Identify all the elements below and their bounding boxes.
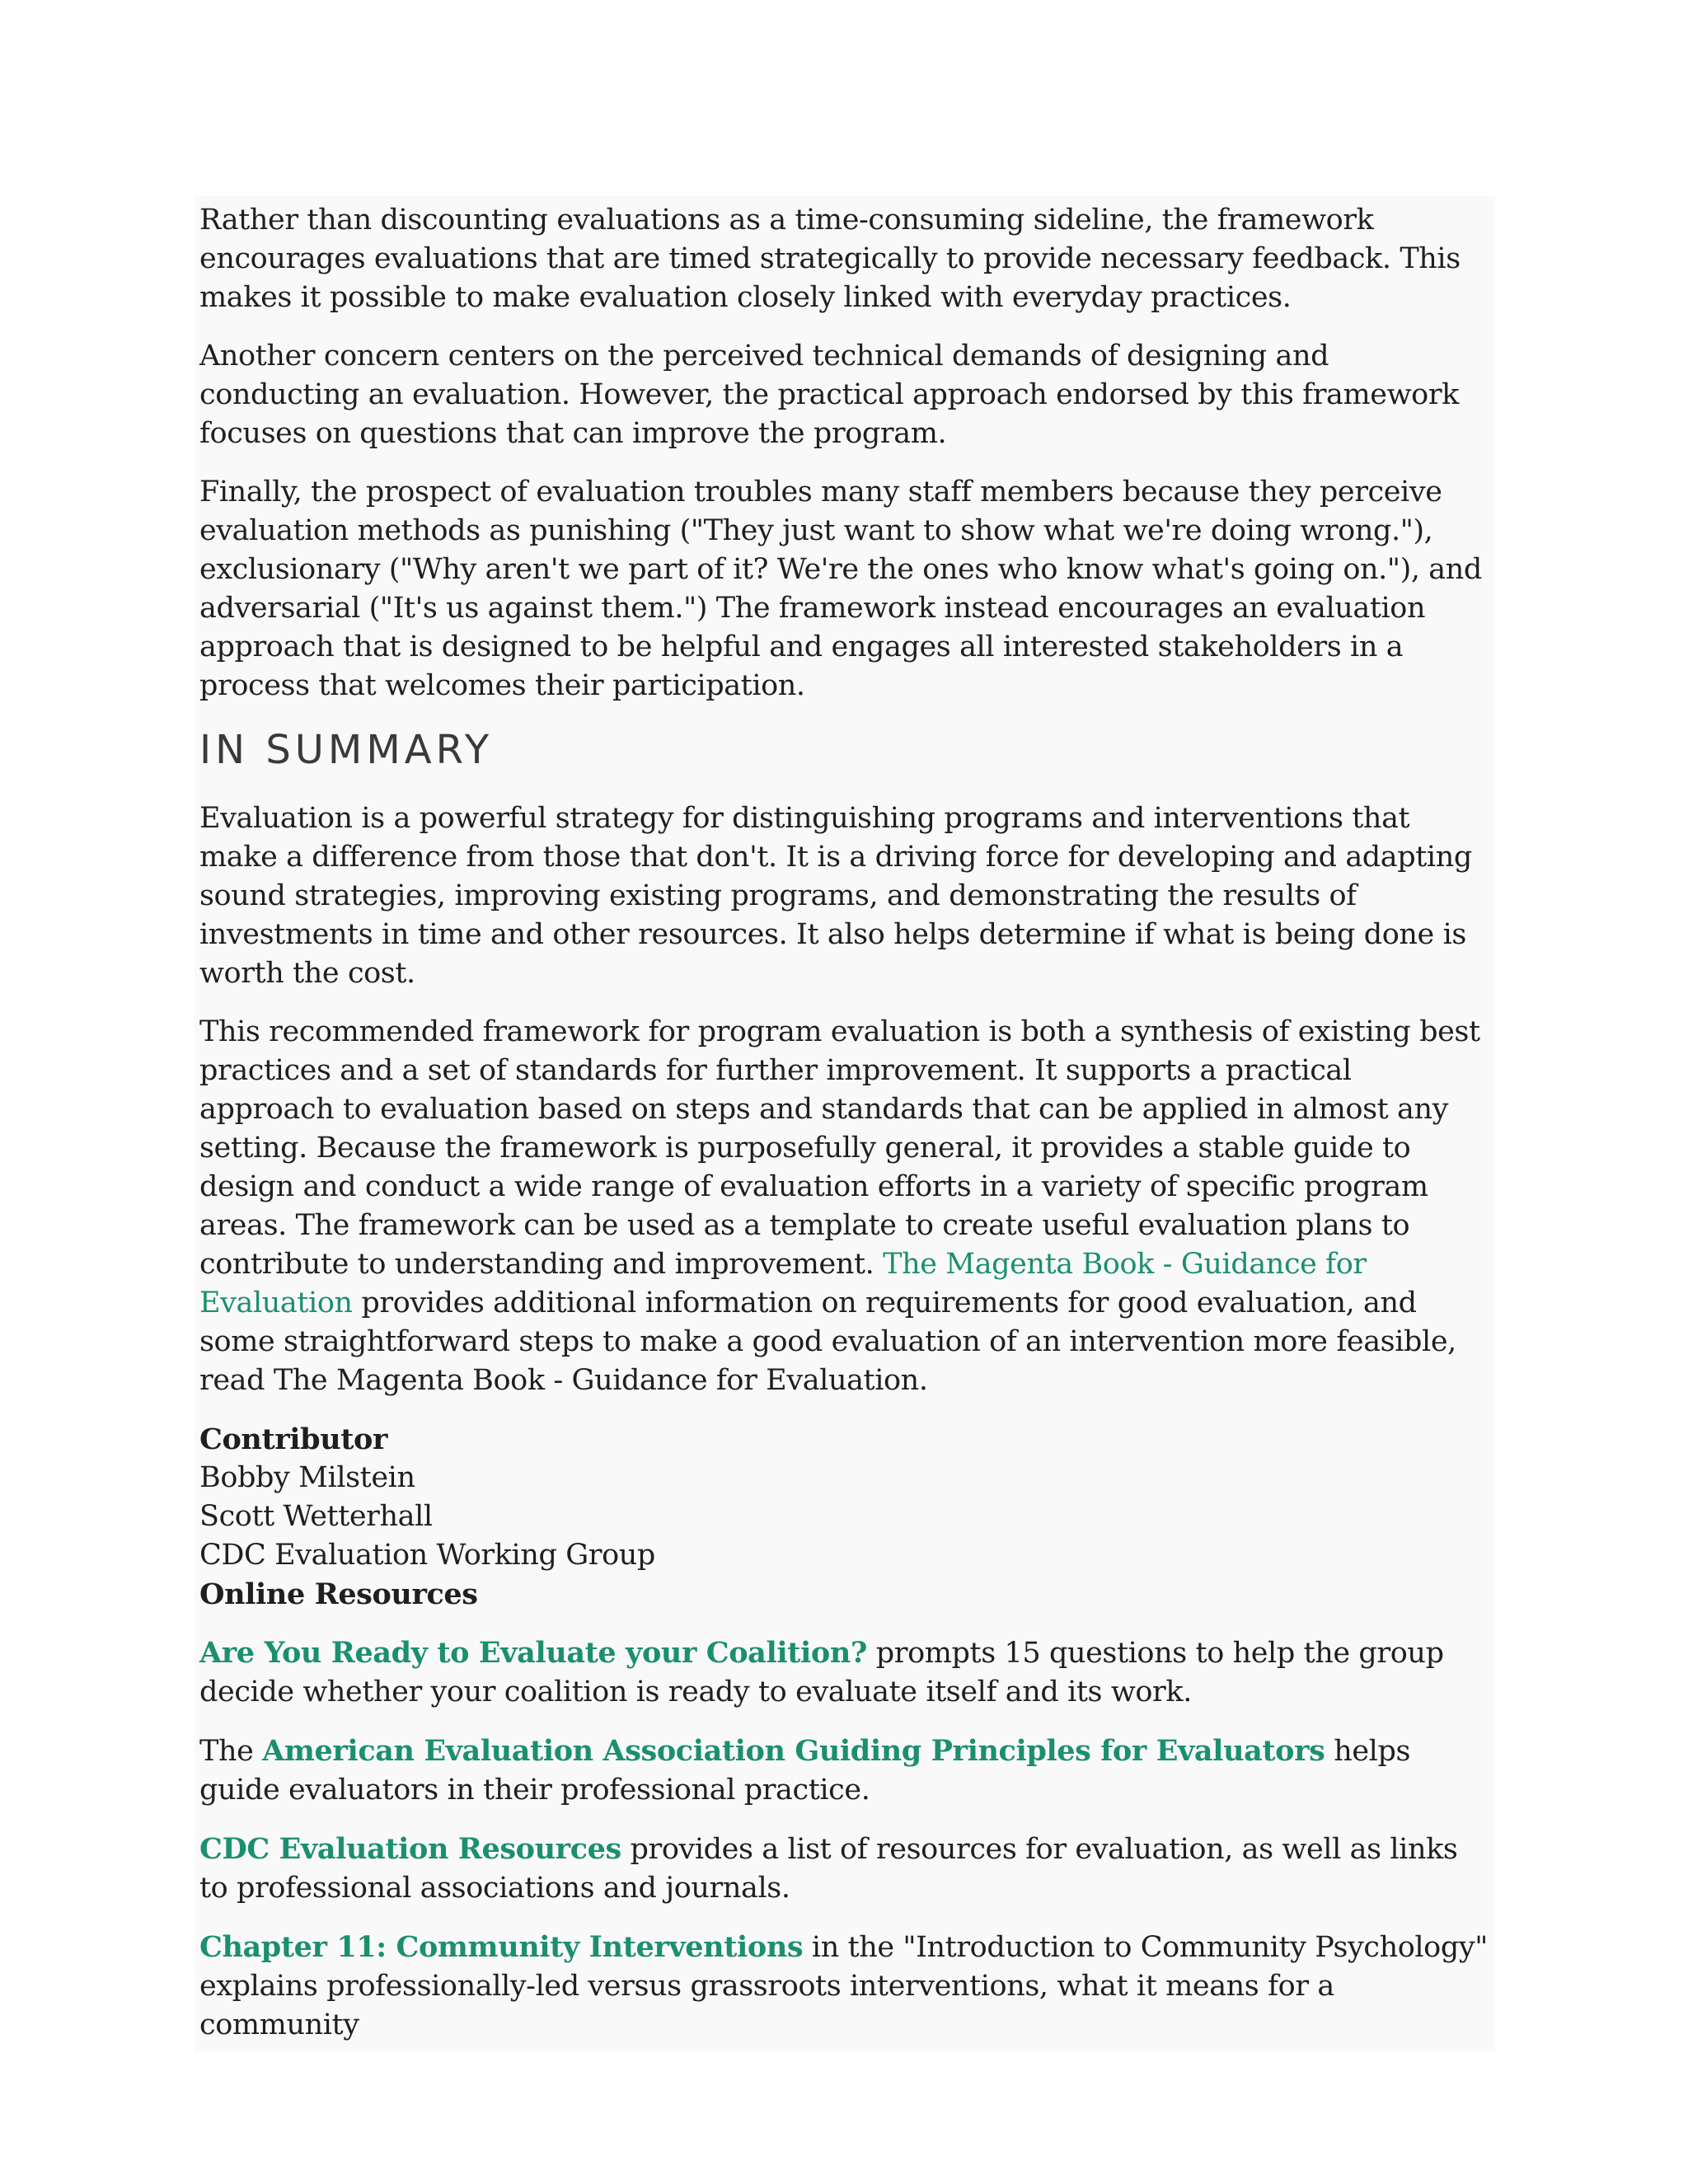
online-resources-label: Online Resources — [199, 1577, 478, 1611]
cdc-evaluation-resources-link[interactable]: CDC Evaluation Resources — [199, 1832, 621, 1866]
contributor-name: Bobby Milstein — [199, 1461, 415, 1494]
summary-heading: IN SUMMARY — [199, 727, 494, 773]
resource-item — [199, 1928, 1490, 2045]
resource-description: in the "Introduction to Community Psychology" explains professionally-led versus grassroots interventions, what it means for a community — [199, 1931, 1488, 2041]
intro-paragraph-2: Another concern centers on the perceived technical demands of designing and conducting an evaluation. However, the practical approach endorsed by this framework focuses on questions that can improve the program. — [199, 340, 1459, 450]
resource-item — [199, 1830, 1490, 1908]
contributor-name: Scott Wetterhall — [199, 1500, 433, 1533]
resource-description: provides a list of resources for evaluation, as well as links to professional associations and journals. — [199, 1833, 1458, 1905]
intro-paragraph-3: Finally, the prospect of evaluation troubles many staff members because they perceive evaluation methods as punishing ("They just want to show what we're doing wrong."), exclusionary ("Why aren't we part of it? We're the ones who know what's going on."), and adversarial ("It's us against them.") The framework instead encourages an evaluation approach that is designed to be helpful and engages all interested stakeholders in a process that welcomes their participation. — [199, 476, 1482, 702]
intro-paragraph-1: Rather than discounting evaluations as a time-consuming sideline, the framework encourages evaluations that are timed strategically to provide necessary feedback. This makes it possible to make evaluation closely linked with everyday practices. — [199, 204, 1461, 314]
contributors-block — [199, 1420, 1490, 1614]
resource-item — [199, 1732, 1490, 1810]
summary-paragraph-2-text-a: This recommended framework for program evaluation is both a synthesis of existing best practices and a set of standards for further improvement. It supports a practical approach to evaluation based on steps and standards that can be applied in almost any setting. Because the framework is purposefully general, it provides a stable guide to design and conduct a wide range of evaluation efforts in a variety of specific program areas. The framework can be used as a template to create useful evaluation plans to contribute to understanding and improvement. — [199, 1015, 1480, 1281]
summary-paragraph-2 — [199, 1013, 1490, 1400]
contributor-name: CDC Evaluation Working Group — [199, 1539, 655, 1572]
resource-item — [199, 1633, 1490, 1712]
summary-paragraph-2-text-b: provides additional information on requirements for good evaluation, and some straightforward steps to make a good evaluation of an intervention more feasible, read The Magenta Book - Guidance for Evaluation. — [199, 1286, 1456, 1397]
resource-description: helps guide evaluators in their professional practice. — [199, 1735, 1411, 1807]
magenta-book-link[interactable]: The Magenta Book - Guidance for Evaluation — [199, 1248, 1367, 1319]
aea-guiding-principles-link[interactable]: American Evaluation Association Guiding Principles for Evaluators — [262, 1734, 1325, 1768]
coalition-evaluation-link[interactable]: Are You Ready to Evaluate your Coalition? — [199, 1636, 868, 1670]
contributor-label: Contributor — [199, 1422, 388, 1456]
summary-paragraph-1: Evaluation is a powerful strategy for distinguishing programs and interventions that make a difference from those that don't. It is a driving force for developing and adapting sound strategies, improving existing programs, and demonstrating the results of investments in time and other resources. It also helps determine if what is being done is worth the cost. — [199, 802, 1472, 990]
community-interventions-link[interactable]: Chapter 11: Community Interventions — [199, 1930, 804, 1964]
resource-description: prompts 15 questions to help the group decide whether your coalition is ready to evaluate itself and its work. — [199, 1637, 1444, 1708]
resource-prefix: The — [199, 1735, 263, 1768]
document-page — [195, 196, 1495, 2051]
